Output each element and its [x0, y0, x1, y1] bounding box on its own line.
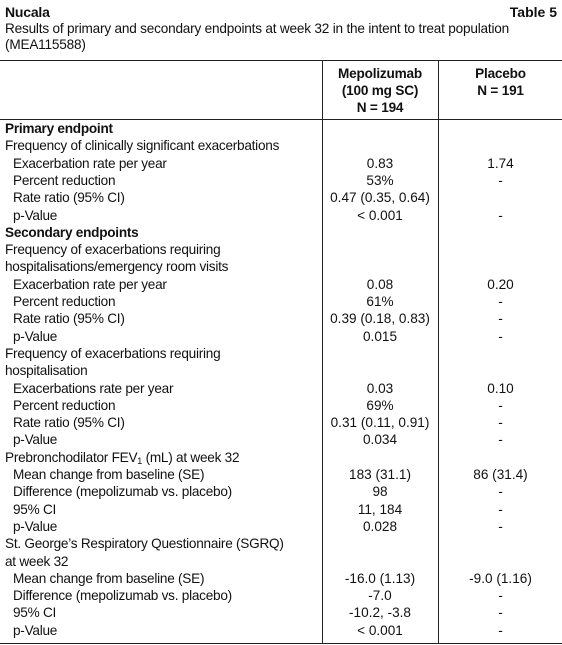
row-label: p-Value: [13, 328, 58, 344]
table-row: [0, 172, 562, 189]
header-line: Mepolizumab: [338, 66, 422, 81]
placebo-value: -: [498, 397, 503, 413]
table-row: [0, 224, 562, 241]
table-row: [0, 293, 562, 310]
placebo-value: -: [498, 605, 503, 621]
mepolizumab-value: 0.47 (0.35, 0.64): [330, 190, 430, 206]
mepolizumab-value: < 0.001: [357, 622, 403, 638]
placebo-value: -: [498, 294, 503, 309]
table-row: [0, 258, 562, 275]
placebo-value: 1.74: [487, 155, 514, 171]
table-header-row: [0, 61, 562, 120]
row-label: hospitalisation: [5, 363, 88, 379]
placebo-value: 0.20: [487, 276, 514, 292]
placebo-value: -: [498, 172, 503, 188]
table-row: [0, 431, 562, 448]
header-line: (100 mg SC): [341, 83, 419, 98]
mepolizumab-value: 0.08: [366, 276, 394, 292]
mepolizumab-value: 0.034: [362, 432, 398, 448]
table-row: [0, 483, 562, 500]
row-label: 95% CI: [13, 605, 57, 621]
table-row: [0, 414, 562, 431]
placebo-value: -: [498, 501, 503, 517]
table-row: [0, 449, 562, 466]
mepolizumab-value: < 0.001: [357, 207, 403, 223]
mepolizumab-value: 53%: [366, 172, 394, 188]
table-row: [0, 501, 562, 518]
table-caption: Results of primary and secondary endpoints at week 32 in the intent to treat population (MEA115588): [5, 21, 510, 52]
placebo-value: -: [498, 415, 503, 431]
mepolizumab-value: 0.31 (0.11, 0.91): [330, 415, 430, 431]
placebo-value: -: [498, 622, 503, 638]
placebo-value: 86 (31.4): [473, 467, 528, 482]
row-label: Percent reduction: [13, 172, 116, 188]
row-label: Mean change from baseline (SE): [13, 570, 205, 586]
row-label: Percent reduction: [13, 294, 116, 309]
row-label: p-Value: [13, 432, 58, 448]
header-line: N = 194: [356, 100, 404, 115]
row-label: Exacerbations rate per year: [13, 380, 174, 396]
row-label: Exacerbation rate per year: [13, 276, 167, 292]
placebo-value: -: [498, 311, 503, 327]
mepolizumab-value: 98: [372, 484, 388, 500]
table-row: [0, 241, 562, 258]
brand-name: Nucala: [5, 4, 50, 20]
table-row: [0, 345, 562, 362]
table-row: [0, 328, 562, 345]
section-heading: Primary endpoint: [5, 121, 113, 136]
placebo-value: -9.0 (1.16): [469, 570, 532, 586]
table-row: [0, 207, 562, 224]
mepolizumab-value: 0.015: [362, 328, 398, 344]
header-mepolizumab: [322, 65, 438, 116]
row-label: Difference (mepolizumab vs. placebo): [13, 588, 232, 604]
row-label: St. George’s Respiratory Questionnaire (SGRQ): [5, 536, 284, 552]
results-table: [0, 60, 562, 644]
row-label: at week 32: [5, 553, 69, 569]
mepolizumab-value: 183 (31.1): [349, 467, 411, 482]
header-line: N = 191: [477, 83, 524, 98]
row-label: Exacerbation rate per year: [13, 155, 167, 171]
row-label: Frequency of clinically significant exacerbations: [5, 138, 280, 154]
row-label: p-Value: [13, 518, 58, 534]
placebo-value: -: [498, 432, 503, 448]
mepolizumab-value: -10.2, -3.8: [349, 605, 411, 621]
row-label: Prebronchodilator $FEV_1$ (mL) at week 32: [5, 449, 240, 466]
placebo-value: -: [498, 484, 503, 500]
table-row: [0, 587, 562, 604]
table-row: [0, 189, 562, 206]
table-row: [0, 397, 562, 414]
row-label: Frequency of exacerbations requiring: [5, 242, 221, 258]
row-label: Frequency of exacerbations requiring: [5, 345, 221, 361]
table-row: [0, 380, 562, 397]
mepolizumab-value: 69%: [366, 397, 394, 413]
row-label: p-Value: [13, 207, 58, 223]
row-label: Percent reduction: [13, 397, 116, 413]
placebo-value: -: [498, 588, 503, 604]
row-label: Rate ratio (95% CI): [13, 415, 125, 431]
table-row: [0, 622, 562, 639]
mepolizumab-value: -16.0 (1.13): [344, 570, 416, 586]
table-row: [0, 535, 562, 552]
row-label: Rate ratio (95% CI): [13, 190, 125, 206]
placebo-value: -: [498, 518, 503, 534]
subscript: 1: [137, 455, 143, 466]
row-label: p-Value: [13, 622, 58, 638]
table-row: [0, 310, 562, 327]
mepolizumab-value: 0.03: [366, 380, 394, 396]
row-label: Rate ratio (95% CI): [13, 311, 125, 327]
table-row: [0, 120, 562, 137]
mepolizumab-value: 0.028: [362, 518, 398, 534]
table-number: Table 5: [509, 4, 557, 20]
row-label: Difference (mepolizumab vs. placebo): [13, 484, 232, 500]
mepolizumab-value: 0.83: [366, 155, 394, 171]
placebo-value: -: [498, 328, 503, 344]
header-placebo: [439, 65, 562, 99]
table-row: [0, 137, 562, 154]
row-label: 95% CI: [13, 501, 57, 517]
table-row: [0, 466, 562, 483]
table-row: [0, 570, 562, 587]
document-header: [5, 4, 557, 22]
mepolizumab-value: 0.39 (0.18, 0.83): [330, 311, 430, 327]
placebo-value: 0.10: [487, 380, 514, 396]
table-row: [0, 362, 562, 379]
mepolizumab-value: -7.0: [368, 588, 392, 604]
section-heading: Secondary endpoints: [5, 224, 139, 240]
mepolizumab-value: 61%: [366, 294, 394, 309]
table-row: [0, 276, 562, 293]
row-label: hospitalisations/emergency room visits: [5, 259, 229, 275]
table-row: [0, 155, 562, 172]
mepolizumab-value: 11, 184: [357, 501, 403, 517]
table-row: [0, 604, 562, 621]
placebo-value: -: [498, 207, 503, 223]
table-row: [0, 553, 562, 570]
row-label: Mean change from baseline (SE): [13, 467, 205, 482]
header-line: Placebo: [475, 66, 526, 81]
table-row: [0, 518, 562, 535]
